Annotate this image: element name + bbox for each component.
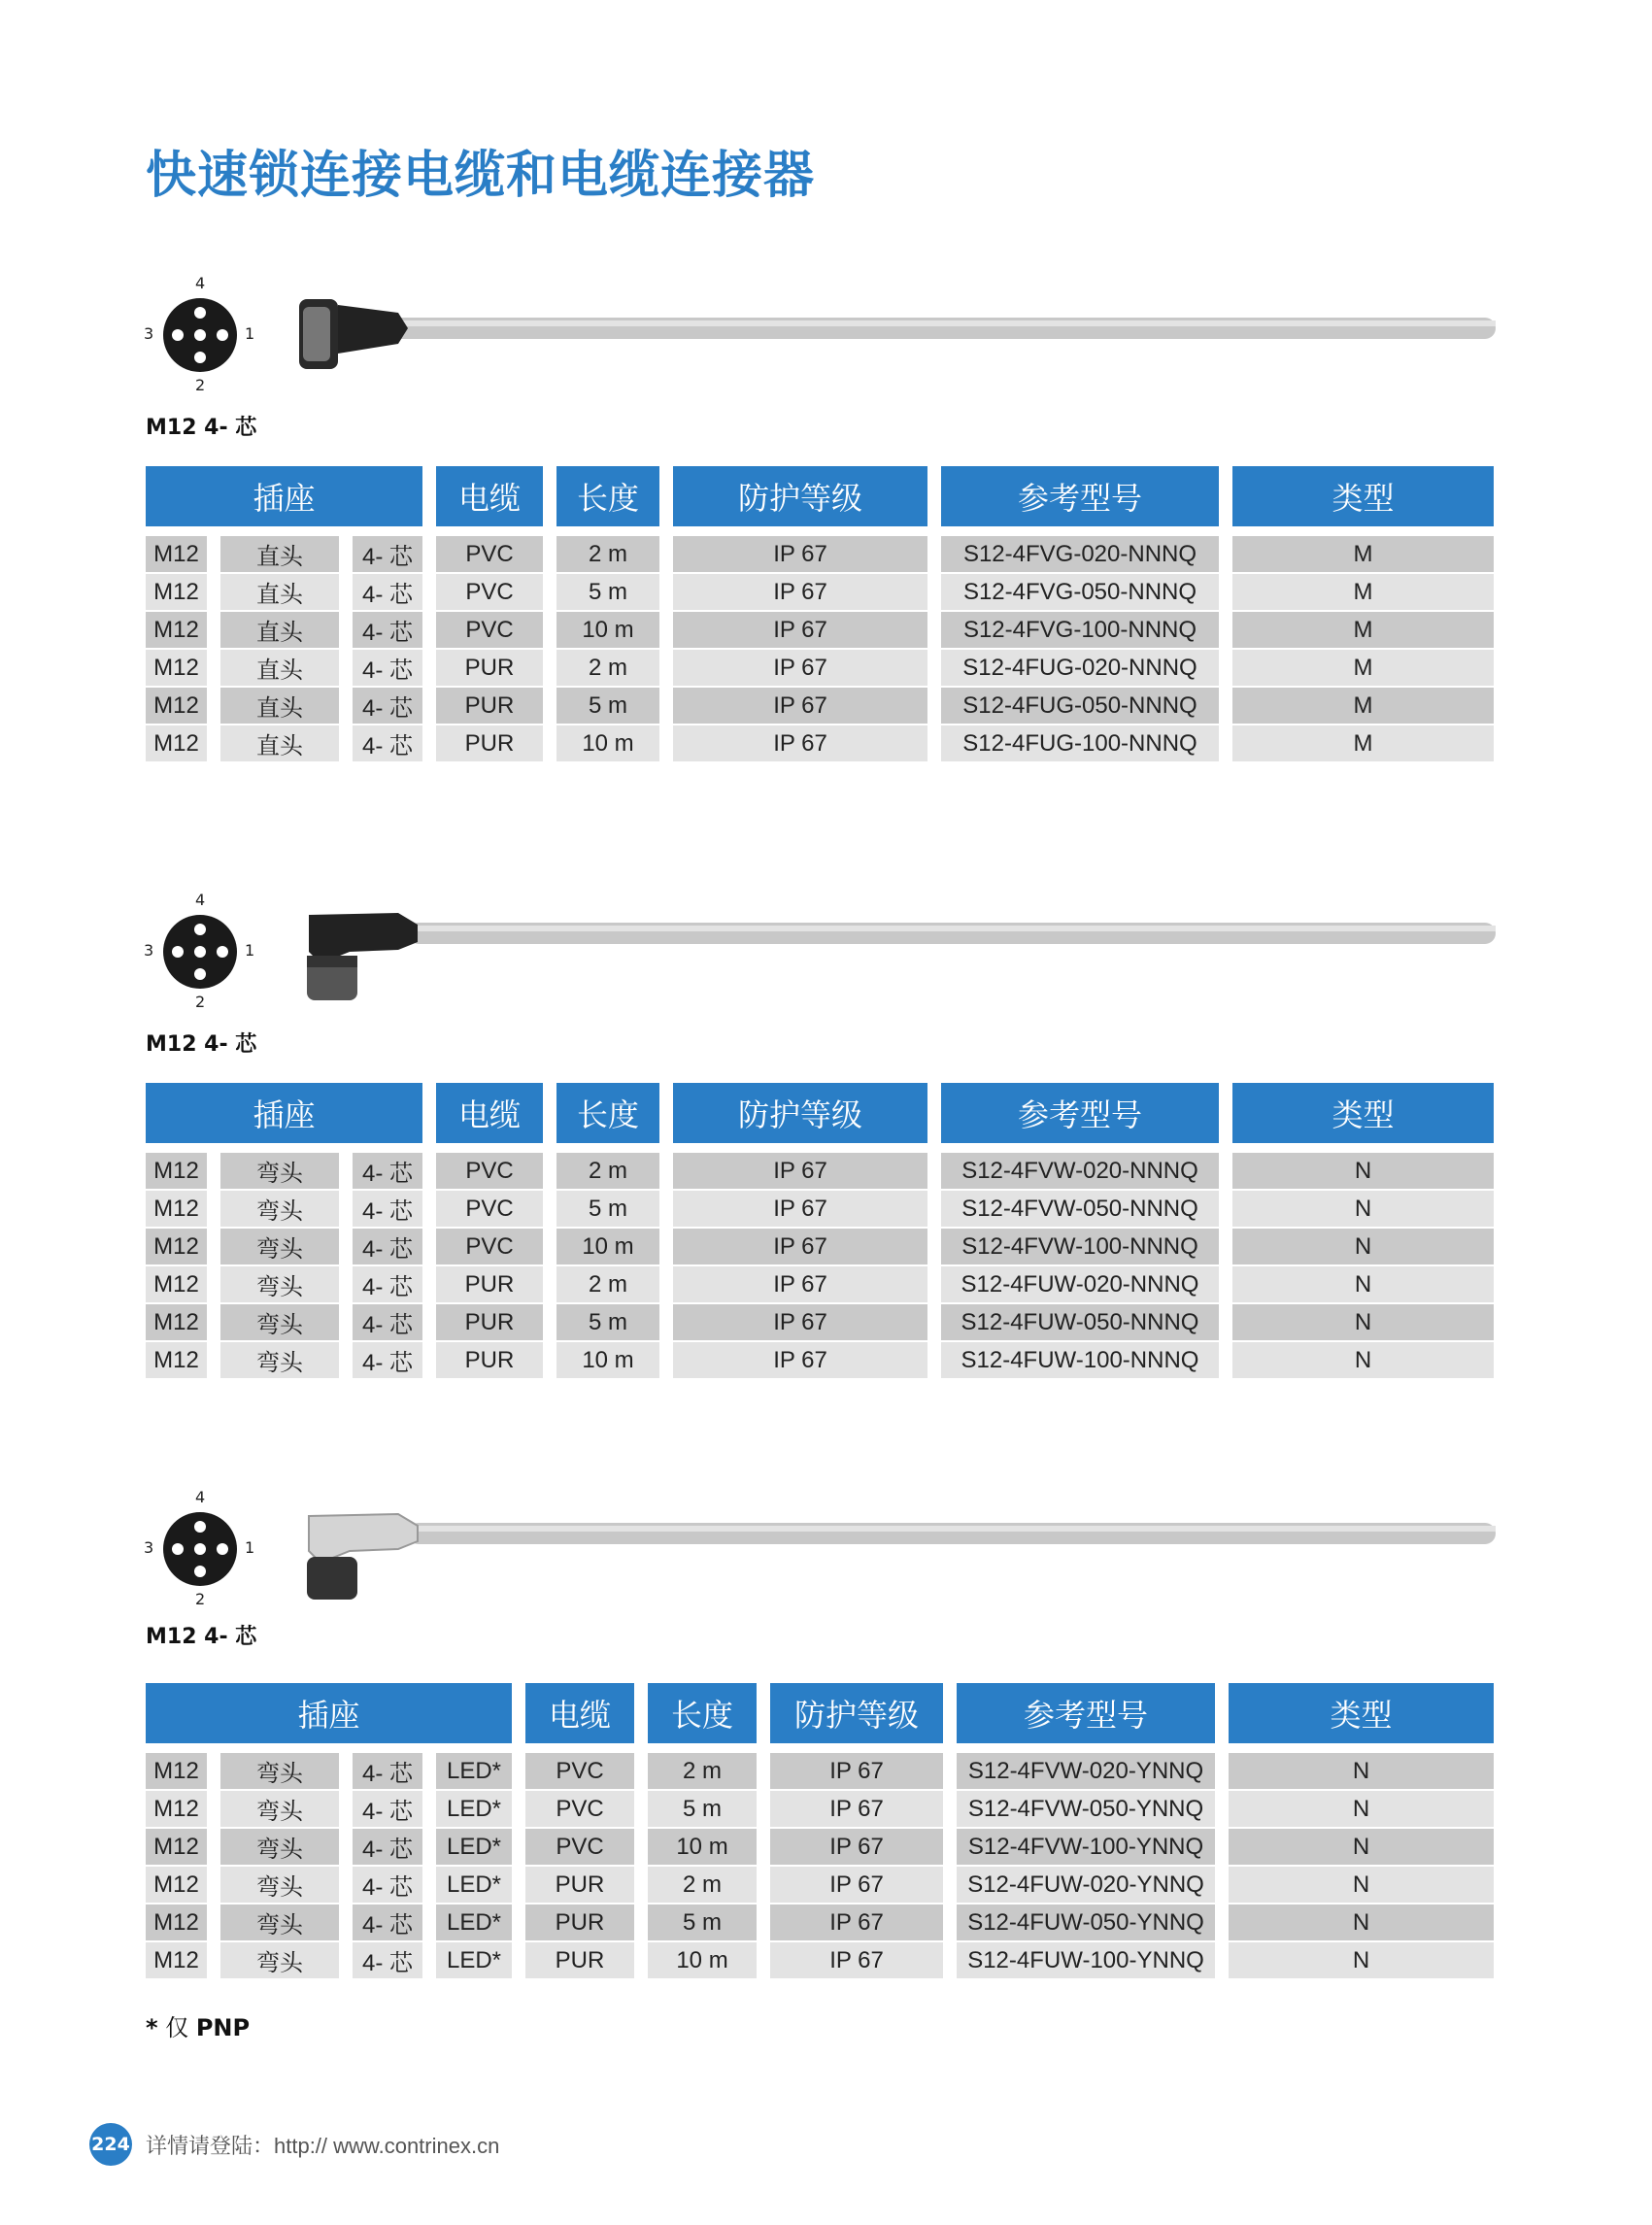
socket-led-cell: LED* [429,1790,519,1828]
socket-form-cell: 弯头 [214,1790,346,1828]
socket-size-cell: M12 [146,1303,214,1341]
part-number-cell: S12-4FUW-020-NNNQ [934,1265,1226,1303]
table-row [146,536,1494,573]
angled-connector-cable-image [291,893,1496,1010]
socket-form-cell: 直头 [214,573,346,611]
socket-size-cell: M12 [146,649,214,687]
section-label: M12 4- 芯 [146,416,257,440]
protection-rating-cell: IP 67 [666,1228,934,1265]
cable-length-cell: 5 m [550,1303,666,1341]
cable-material-cell: PUR [429,649,550,687]
cable-material-cell: PVC [429,1153,550,1190]
table-row [146,611,1494,649]
header-cable: 电缆 [519,1683,641,1743]
part-number-cell: S12-4FVG-100-NNNQ [934,611,1226,649]
header-socket: 插座 [146,1683,519,1743]
cable-material-cell: PVC [519,1790,641,1828]
type-cell: M [1226,725,1494,762]
socket-form-cell: 直头 [214,536,346,573]
pin-4-label: 4 [195,891,206,909]
part-number-cell: S12-4FUW-100-NNNQ [934,1341,1226,1379]
footnote-pnp: PNP [195,2014,251,2041]
cable-material-cell: PVC [429,536,550,573]
socket-form-cell: 弯头 [214,1228,346,1265]
table-row [146,1753,1494,1790]
type-cell: N [1222,1904,1494,1941]
cable-material-cell: PVC [429,611,550,649]
part-number-cell: S12-4FVG-020-NNNQ [934,536,1226,573]
header-type: 类型 [1226,1083,1494,1143]
socket-size-cell: M12 [146,1904,214,1941]
table-row [146,1265,1494,1303]
cable-material-cell: PUR [519,1904,641,1941]
socket-size-cell: M12 [146,1828,214,1866]
table-row [146,1228,1494,1265]
socket-led-cell: LED* [429,1753,519,1790]
socket-cores-cell: 4- 芯 [346,1866,429,1904]
table-row [146,1153,1494,1190]
pin-3-label: 3 [144,324,154,343]
connector-face-icon [142,891,287,1017]
page-title: 快速锁连接电缆和电缆连接器 [146,147,816,205]
protection-rating-cell: IP 67 [763,1866,950,1904]
table-row [146,687,1494,725]
connector-face-icon [142,274,287,400]
socket-cores-cell: 4- 芯 [346,1904,429,1941]
pin-2-label: 2 [195,1590,206,1608]
protection-rating-cell: IP 67 [763,1828,950,1866]
cable-length-cell: 5 m [641,1904,763,1941]
pin-3-label: 3 [144,1538,154,1557]
part-number-cell: S12-4FVW-020-NNNQ [934,1153,1226,1190]
cable-length-cell: 2 m [550,649,666,687]
type-cell: N [1226,1303,1494,1341]
part-number-cell: S12-4FUW-050-NNNQ [934,1303,1226,1341]
type-cell: M [1226,611,1494,649]
header-socket: 插座 [146,1083,429,1143]
type-cell: M [1226,536,1494,573]
part-number-cell: S12-4FVW-050-YNNQ [950,1790,1222,1828]
cable-length-cell: 10 m [550,1228,666,1265]
spec-table-angled [146,1083,1494,1380]
socket-size-cell: M12 [146,536,214,573]
cable-length-cell: 10 m [550,725,666,762]
socket-led-cell: LED* [429,1828,519,1866]
cable-length-cell: 10 m [641,1828,763,1866]
socket-cores-cell: 4- 芯 [346,1303,429,1341]
header-part-number: 参考型号 [950,1683,1222,1743]
socket-size-cell: M12 [146,1228,214,1265]
socket-cores-cell: 4- 芯 [346,536,429,573]
socket-form-cell: 弯头 [214,1866,346,1904]
table-row [146,1303,1494,1341]
socket-form-cell: 弯头 [214,1941,346,1979]
pin-1-label: 1 [245,1538,255,1557]
protection-rating-cell: IP 67 [666,611,934,649]
part-number-cell: S12-4FVW-050-NNNQ [934,1190,1226,1228]
type-cell: N [1222,1790,1494,1828]
socket-cores-cell: 4- 芯 [346,1190,429,1228]
part-number-cell: S12-4FUG-100-NNNQ [934,725,1226,762]
part-number-cell: S12-4FVW-100-NNNQ [934,1228,1226,1265]
footnote-text: 仅 [165,2014,189,2041]
socket-size-cell: M12 [146,1790,214,1828]
part-number-cell: S12-4FUW-100-YNNQ [950,1941,1222,1979]
pin-2-label: 2 [195,376,206,394]
protection-rating-cell: IP 67 [666,536,934,573]
type-cell: N [1226,1341,1494,1379]
part-number-cell: S12-4FUG-050-NNNQ [934,687,1226,725]
socket-cores-cell: 4- 芯 [346,649,429,687]
protection-rating-cell: IP 67 [763,1941,950,1979]
header-length: 长度 [641,1683,763,1743]
part-number-cell: S12-4FUW-050-YNNQ [950,1904,1222,1941]
socket-cores-cell: 4- 芯 [346,1790,429,1828]
type-cell: N [1222,1866,1494,1904]
socket-cores-cell: 4- 芯 [346,1828,429,1866]
socket-form-cell: 弯头 [214,1828,346,1866]
type-cell: M [1226,573,1494,611]
cable-length-cell: 5 m [550,573,666,611]
header-part-number: 参考型号 [934,1083,1226,1143]
socket-led-cell: LED* [429,1941,519,1979]
socket-form-cell: 直头 [214,687,346,725]
cable-material-cell: PUR [429,1303,550,1341]
socket-cores-cell: 4- 芯 [346,1341,429,1379]
cable-length-cell: 2 m [550,1265,666,1303]
table-row [146,1190,1494,1228]
header-length: 长度 [550,466,666,526]
cable-length-cell: 2 m [550,536,666,573]
protection-rating-cell: IP 67 [666,573,934,611]
cable-material-cell: PUR [519,1866,641,1904]
pin-3-label: 3 [144,941,154,960]
cable-length-cell: 10 m [641,1941,763,1979]
socket-size-cell: M12 [146,1753,214,1790]
cable-length-cell: 5 m [641,1790,763,1828]
socket-size-cell: M12 [146,725,214,762]
part-number-cell: S12-4FUW-020-YNNQ [950,1866,1222,1904]
cable-length-cell: 2 m [641,1753,763,1790]
socket-size-cell: M12 [146,1153,214,1190]
socket-form-cell: 直头 [214,725,346,762]
socket-size-cell: M12 [146,1190,214,1228]
cable-length-cell: 5 m [550,1190,666,1228]
table-row [146,1904,1494,1941]
socket-form-cell: 弯头 [214,1904,346,1941]
table-row [146,1941,1494,1979]
type-cell: M [1226,649,1494,687]
socket-cores-cell: 4- 芯 [346,611,429,649]
socket-cores-cell: 4- 芯 [346,1153,429,1190]
header-protection: 防护等级 [763,1683,950,1743]
socket-cores-cell: 4- 芯 [346,1228,429,1265]
section-label: M12 4- 芯 [146,1625,257,1649]
socket-led-cell: LED* [429,1866,519,1904]
straight-connector-cable-image [291,291,1496,379]
type-cell: N [1226,1265,1494,1303]
protection-rating-cell: IP 67 [666,1303,934,1341]
socket-form-cell: 弯头 [214,1341,346,1379]
type-cell: N [1222,1828,1494,1866]
cable-length-cell: 10 m [550,1341,666,1379]
page-footer [89,2123,499,2166]
socket-form-cell: 弯头 [214,1265,346,1303]
socket-form-cell: 弯头 [214,1753,346,1790]
header-type: 类型 [1226,466,1494,526]
socket-form-cell: 弯头 [214,1190,346,1228]
part-number-cell: S12-4FVW-020-YNNQ [950,1753,1222,1790]
pin-1-label: 1 [245,941,255,960]
type-cell: N [1222,1753,1494,1790]
protection-rating-cell: IP 67 [666,1341,934,1379]
header-socket: 插座 [146,466,429,526]
table-row [146,1341,1494,1379]
protection-rating-cell: IP 67 [763,1753,950,1790]
type-cell: N [1222,1941,1494,1979]
header-cable: 电缆 [429,466,550,526]
socket-cores-cell: 4- 芯 [346,725,429,762]
part-number-cell: S12-4FUG-020-NNNQ [934,649,1226,687]
cable-material-cell: PVC [519,1828,641,1866]
socket-form-cell: 直头 [214,649,346,687]
header-length: 长度 [550,1083,666,1143]
cable-material-cell: PUR [519,1941,641,1979]
type-cell: N [1226,1228,1494,1265]
socket-form-cell: 弯头 [214,1153,346,1190]
website-url: 详情请登陆：http:// www.contrinex.cn [146,2133,500,2158]
table-row [146,725,1494,762]
header-part-number: 参考型号 [934,466,1226,526]
socket-size-cell: M12 [146,611,214,649]
socket-led-cell: LED* [429,1904,519,1941]
cable-length-cell: 2 m [550,1153,666,1190]
socket-cores-cell: 4- 芯 [346,1265,429,1303]
cable-material-cell: PVC [429,573,550,611]
table-row [146,1866,1494,1904]
socket-size-cell: M12 [146,1866,214,1904]
header-type: 类型 [1222,1683,1494,1743]
type-cell: N [1226,1153,1494,1190]
section-label: M12 4- 芯 [146,1032,257,1057]
part-number-cell: S12-4FVW-100-YNNQ [950,1828,1222,1866]
footnote [146,2008,250,2042]
protection-rating-cell: IP 67 [666,725,934,762]
pinout-diagram [142,274,287,400]
pin-2-label: 2 [195,993,206,1011]
header-protection: 防护等级 [666,1083,934,1143]
pin-1-label: 1 [245,324,255,343]
protection-rating-cell: IP 67 [666,1153,934,1190]
socket-size-cell: M12 [146,1941,214,1979]
pin-4-label: 4 [195,1488,206,1506]
cable-material-cell: PVC [519,1753,641,1790]
socket-size-cell: M12 [146,573,214,611]
spec-table-led [146,1683,1494,1980]
protection-rating-cell: IP 67 [666,649,934,687]
protection-rating-cell: IP 67 [763,1904,950,1941]
header-cable: 电缆 [429,1083,550,1143]
table-row [146,573,1494,611]
cable-material-cell: PUR [429,725,550,762]
protection-rating-cell: IP 67 [666,687,934,725]
socket-size-cell: M12 [146,1341,214,1379]
part-number-cell: S12-4FVG-050-NNNQ [934,573,1226,611]
cable-material-cell: PUR [429,1341,550,1379]
cable-material-cell: PVC [429,1190,550,1228]
type-cell: M [1226,687,1494,725]
socket-size-cell: M12 [146,687,214,725]
socket-cores-cell: 4- 芯 [346,573,429,611]
cable-length-cell: 5 m [550,687,666,725]
table-row [146,649,1494,687]
protection-rating-cell: IP 67 [763,1790,950,1828]
socket-cores-cell: 4- 芯 [346,1753,429,1790]
protection-rating-cell: IP 67 [666,1265,934,1303]
table-row [146,1790,1494,1828]
cable-length-cell: 2 m [641,1866,763,1904]
socket-form-cell: 直头 [214,611,346,649]
pin-4-label: 4 [195,274,206,292]
socket-cores-cell: 4- 芯 [346,687,429,725]
cable-material-cell: PUR [429,1265,550,1303]
socket-form-cell: 弯头 [214,1303,346,1341]
header-protection: 防护等级 [666,466,934,526]
cable-material-cell: PUR [429,687,550,725]
table-row [146,1828,1494,1866]
connector-face-icon [142,1488,287,1614]
pinout-diagram [142,891,287,1017]
socket-cores-cell: 4- 芯 [346,1941,429,1979]
spec-table-straight [146,466,1494,763]
protection-rating-cell: IP 67 [666,1190,934,1228]
cable-length-cell: 10 m [550,611,666,649]
pinout-diagram [142,1488,287,1614]
socket-size-cell: M12 [146,1265,214,1303]
page-number-badge: 224 [89,2123,132,2166]
cable-material-cell: PVC [429,1228,550,1265]
footnote-star: * [146,2014,158,2041]
type-cell: N [1226,1190,1494,1228]
led-angled-connector-cable-image [291,1491,1496,1607]
